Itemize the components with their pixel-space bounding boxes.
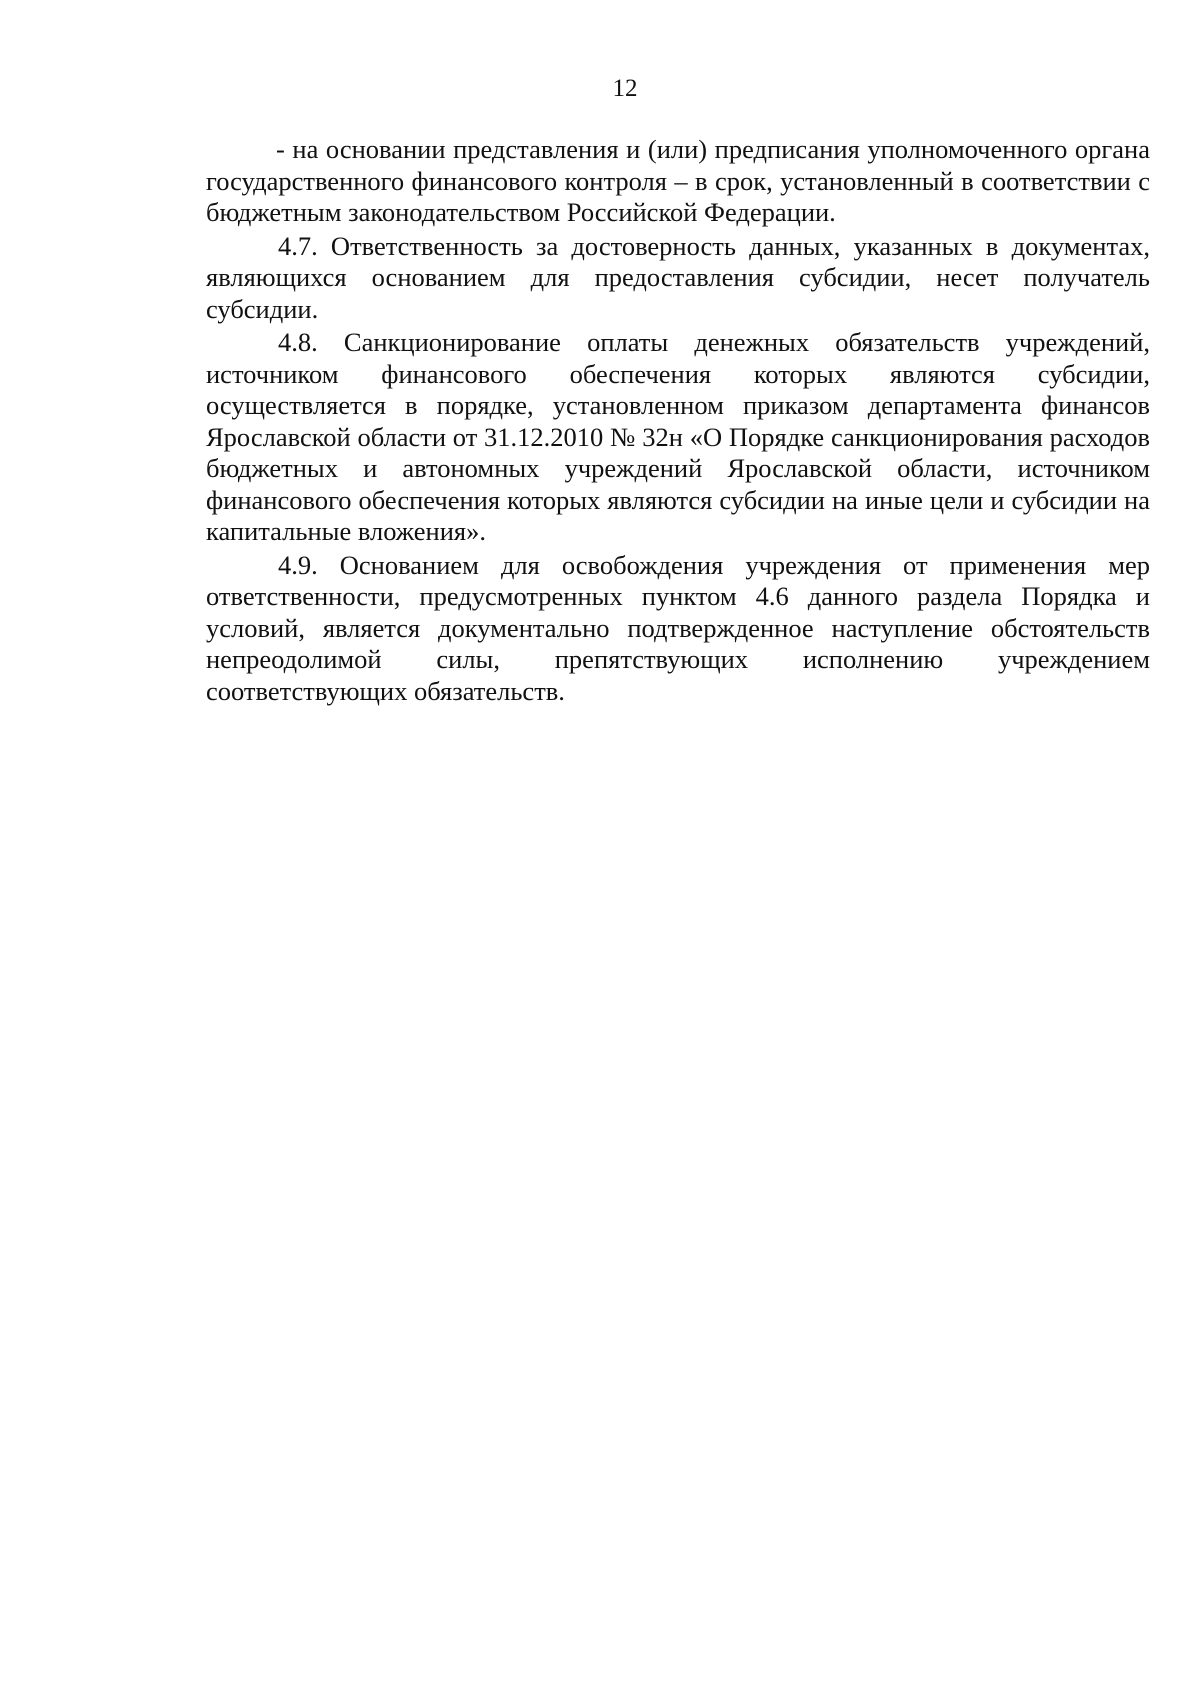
document-body <box>206 134 1150 709</box>
paragraph-4-8: 4.8. Санкционирование оплаты денежных обязательств учреждений, источником финансового обеспечения которых являются субсидии, осуществляется в порядке, установленном приказом департамента финансов Ярославской области от 31.12.2010 № 32н «О Порядке санкционирования расходов бюджетных и автономных учреждений Ярославской области, источником финансового обеспечения которых являются субсидии на иные цели и субсидии на капитальные вложения». <box>206 327 1150 546</box>
paragraph-control-order: - на основании представления и (или) предписания уполномоченного органа государственного финансового контроля – в срок, установленный в соответствии с бюджетным законодательством Российской Федерации. <box>206 134 1150 227</box>
page-number: 12 <box>612 75 638 102</box>
paragraph-4-7: 4.7. Ответственность за достоверность данных, указанных в документах, являющихся основанием для предоставления субсидии, несет получатель субсидии. <box>206 230 1150 324</box>
paragraph-4-9: 4.9. Основанием для освобождения учреждения от применения мер ответственности, предусмотренных пунктом 4.6 данного раздела Порядка и условий, является документально подтвержденное наступление обстоятельств непреодолимой силы, препятствующих исполнению учреждением соответствующих обязательств. <box>206 549 1150 706</box>
